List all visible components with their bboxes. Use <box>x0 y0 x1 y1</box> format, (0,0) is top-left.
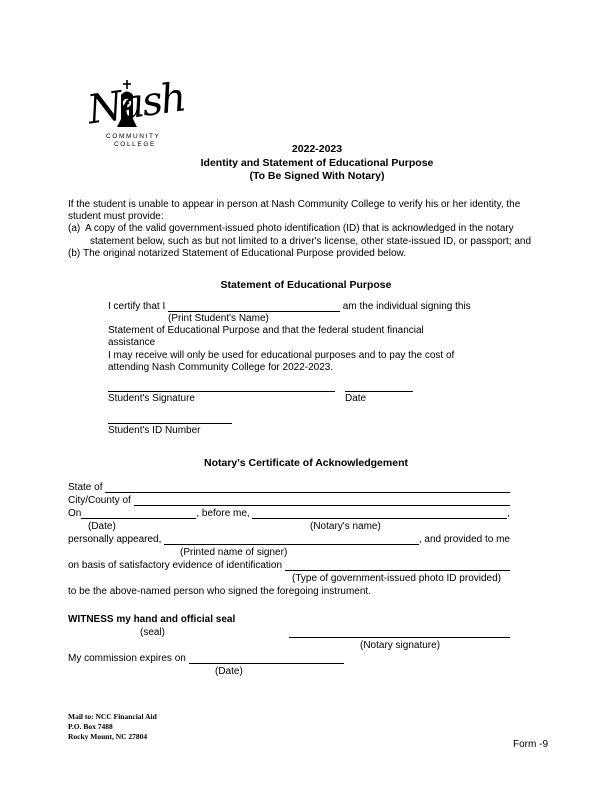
city-county-row <box>68 494 510 507</box>
student-name-blank[interactable] <box>168 300 340 312</box>
statement-body-line2: I may receive will only be used for educational purposes and to pay the cost of <box>108 349 455 361</box>
student-id-line[interactable] <box>108 413 232 424</box>
student-id-label: Student's ID Number <box>108 425 201 436</box>
list-item-a <box>68 223 553 235</box>
logo-script-text: Nash <box>84 74 188 134</box>
logo-subtext-college: COLLEGE <box>114 141 156 148</box>
notary-name-line[interactable] <box>252 507 507 519</box>
trailing-comma: , <box>507 508 510 519</box>
mailing-address <box>68 712 157 742</box>
title-year: 2022-2023 <box>291 143 343 155</box>
witness-statement: WITNESS my hand and official seal <box>68 614 236 625</box>
signature-date-line[interactable] <box>345 381 413 392</box>
signature-block <box>108 381 518 437</box>
title-line2: (To Be Signed With Notary) <box>249 170 385 182</box>
intro-paragraph <box>68 199 553 260</box>
signature-labels-row <box>108 393 518 405</box>
on-label: On <box>68 508 82 519</box>
item-a-continuation: statement below, such as but not limited to a driver's license, other state-issued ID, or passport; and <box>90 235 532 247</box>
intro-line2: student must provide: <box>68 211 164 223</box>
notary-name-hint: (Notary's name) <box>310 521 381 532</box>
date-hint: (Date) <box>88 521 116 532</box>
mail-line1: Mail to: NCC Financial Aid <box>68 712 157 721</box>
certify-row <box>108 300 470 313</box>
city-county-label: City/County of <box>68 495 134 506</box>
statement-heading: Statement of Educational Purpose <box>220 279 392 291</box>
commission-date-hint: (Date) <box>215 666 243 677</box>
mail-line3: Rocky Mount, NC 27804 <box>68 732 148 741</box>
nash-logo <box>80 74 195 152</box>
notary-block <box>68 481 510 598</box>
id-type-line[interactable] <box>285 559 510 571</box>
on-date-line[interactable] <box>81 507 196 519</box>
notary-heading: Notary's Certificate of Acknowledgement <box>204 457 408 469</box>
state-line[interactable] <box>105 481 510 493</box>
id-type-hint: (Type of government-issued photo ID provided) <box>292 573 501 584</box>
statement-body-line3: attending Nash Community College for 2022-2023. <box>108 361 334 373</box>
city-county-line[interactable] <box>134 494 510 506</box>
signer-name-line[interactable] <box>164 533 419 545</box>
seal-hint: (seal) <box>140 627 166 638</box>
printed-name-hint: (Printed name of signer) <box>180 547 288 558</box>
date-notaryname-hints-row <box>68 520 510 533</box>
on-before-me-row <box>68 507 510 520</box>
item-a-label: (a) <box>68 223 81 235</box>
form-number: Form -9 <box>513 739 548 750</box>
above-named-line: to be the above-named person who signed the foregoing instrument. <box>68 586 371 597</box>
commission-date-line[interactable] <box>189 652 344 664</box>
commission-label: My commission expires on <box>68 653 189 664</box>
evidence-label: on basis of satisfactory evidence of identification <box>68 560 285 571</box>
witness-block <box>68 613 510 678</box>
personally-appeared-label: personally appeared, <box>68 534 165 545</box>
item-a-text: A copy of the valid government-issued photo identification (ID) that is acknowledged in the notary <box>85 223 514 235</box>
logo-subtext-community: COMMUNITY <box>106 133 161 140</box>
certify-prefix: I certify that I <box>108 300 169 312</box>
item-b-text: The original notarized Statement of Educational Purpose provided below. <box>83 247 406 259</box>
student-signature-label: Student's Signature <box>108 393 195 404</box>
signature-lines-row <box>108 381 518 393</box>
item-b-label: (b) <box>68 247 81 259</box>
intro-line1: If the student is unable to appear in person at Nash Community College to verify his or her identity, the <box>68 199 521 210</box>
student-signature-line[interactable] <box>108 381 335 392</box>
notary-signature-line[interactable] <box>289 626 510 638</box>
provided-to-me-label: , and provided to me <box>418 534 510 545</box>
list-item-b <box>68 248 553 260</box>
statement-body-line1: Statement of Educational Purpose and that the federal student financial assistance <box>108 325 424 349</box>
document-title <box>0 143 612 184</box>
print-name-hint: (Print Student's Name) <box>168 313 269 324</box>
seal-row <box>68 626 510 639</box>
state-row <box>68 481 510 494</box>
personally-appeared-row <box>68 533 510 546</box>
state-of-label: State of <box>68 482 106 493</box>
before-me-label: , before me, <box>196 508 253 519</box>
id-line-row <box>108 405 518 425</box>
statement-block <box>108 300 470 374</box>
notary-signature-hint: (Notary signature) <box>360 640 441 651</box>
date-label: Date <box>345 393 367 404</box>
commission-row <box>68 652 510 665</box>
title-line1: Identity and Statement of Educational Purpose <box>200 156 434 169</box>
mail-line2: P.O. Box 7488 <box>68 722 113 731</box>
evidence-row <box>68 559 510 572</box>
certify-suffix: am the individual signing this <box>340 300 471 312</box>
